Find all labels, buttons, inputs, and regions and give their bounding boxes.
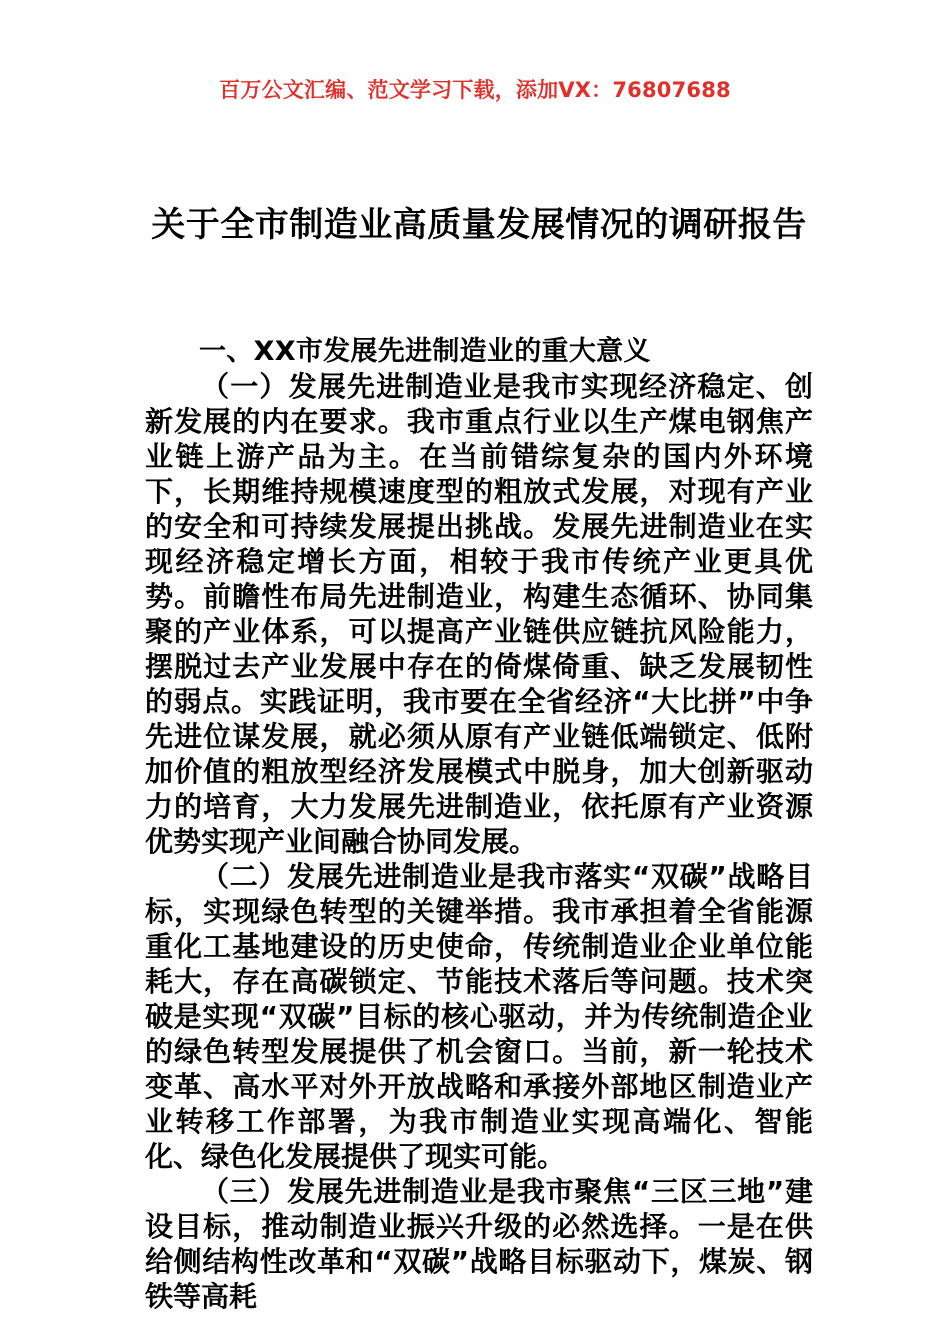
paragraph-1: （一）发展先进制造业是我市实现经济稳定、创新发展的内在要求。我市重点行业以生产煤电钢焦产业链上游产品为主。在当前错综复杂的国内外环境下，长期维持规模速度型的粗放式发展，对现有产业的安全和可持续发展提出挑战。发展先进制造业在实现经济稳定增长方面，相较于我市传统产业更具优势。前瞻性布局先进制造业，构建生态循环、协同集聚的产业体系，可以提高产业链供应链抗风险能力，摆脱过去产业发展中存在的倚煤倚重、缺乏发展韧性的弱点。实践证明，我市要在全省经济“大比拼”中争先进位谋发展，就必须从原有产业链低端锁定、低附加价值的粗放型经济发展模式中脱身，加大创新驱动力的培育，大力发展先进制造业，依托原有产业资源优势实现产业间融合协同发展。 xyxy=(145,370,813,858)
paragraph-2: （二）发展先进制造业是我市落实“双碳”战略目标，实现绿色转型的关键举措。我市承担着全省能源重化工基地建设的历史使命，传统制造业企业单位能耗大，存在高碳锁定、节能技术落后等问题。技术突破是实现“双碳”目标的核心驱动，并为传统制造企业的绿色转型发展提供了机会窗口。当前，新一轮技术变革、高水平对外开放战略和承接外部地区制造业产业转移工作部署，为我市制造业实现高端化、智能化、绿色化发展提供了现实可能。 xyxy=(145,860,813,1173)
promo-text: 百万公文汇编、范文学习下载，添加VX：76807688 xyxy=(219,78,731,102)
promo-banner xyxy=(0,80,950,101)
section-heading-1: 一、XX市发展先进制造业的重大意义 xyxy=(199,336,651,367)
document-body xyxy=(145,334,813,1314)
document-title: 关于全市制造业高质量发展情况的调研报告 xyxy=(151,204,807,245)
paragraph-3: （三）发展先进制造业是我市聚焦“三区三地”建设目标，推动制造业振兴升级的必然选择。一是在供给侧结构性改革和“双碳”战略目标驱动下，煤炭、钢铁等高耗 xyxy=(145,1175,813,1313)
